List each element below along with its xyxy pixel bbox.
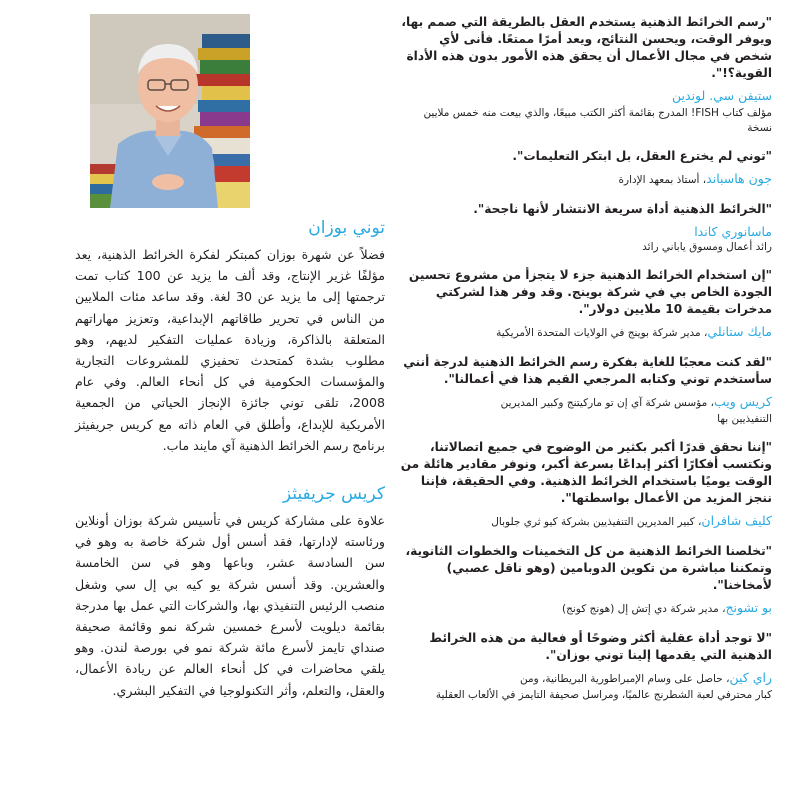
chris-griffiths-text: علاوة على مشاركة كريس في تأسيس شركة بوزان أونلاين ورئاسته لإدارتها، فقد أسس أول شركة خاصة به وهو في سن السادسة عشر، وباعها وهو في سن الخامسة والعشرين. وقد أسس شركة يو كيه بي إل سي وشغل منصب الرئيس التنفيذي بها، والشركات التي عمل بها مدرجة بقائمة ديلويت لأسرع خمسين شركة نمو وقائمة صحيفة صنداي تايمز لأسرع مائة شركة نمو في بورصة لندن. وهو يلقي محاضرات في كل أنحاء العالم عن ريادة الأعمال، والعقل، والتعلم، وأثر التكنولوجيا في التفكير البشري. bbox=[75, 513, 385, 698]
testimonial-author bbox=[400, 393, 772, 412]
testimonial-quote: "إننا نحقق قدرًا أكبر بكثير من الوضوح في جميع اتصالاتنا، ونكتسب أفكارًا أكثر إبداعًا بسرعة أكبر، ونوفر مقادير هائلة من الوقت يوميًا باستخدام الخرائط الذهنية. وفي الحقيقة، فإننا ننجز المزيد من الأعمال بواسطتها". bbox=[400, 440, 772, 505]
author-portrait-image bbox=[90, 14, 250, 208]
author-description: ، مؤسس شركة آي إن تو ماركيتنج وكبير المديرين bbox=[500, 397, 714, 409]
author-description-continued: رائد أعمال ومسوق ياباني رائد bbox=[642, 241, 772, 253]
author-description-continued: التنفيذيين بها bbox=[717, 413, 772, 425]
testimonial-author bbox=[400, 170, 772, 189]
testimonial-quote: "توني لم يخترع العقل، بل ابتكر التعليمات". bbox=[512, 149, 772, 163]
author-name: مايك ستانلي bbox=[707, 324, 772, 339]
author-name: بو تشونج bbox=[725, 600, 772, 615]
testimonial-author bbox=[400, 512, 772, 531]
author-name: راي كين bbox=[729, 670, 772, 685]
testimonial bbox=[400, 354, 772, 427]
author-name: جون هاسباند bbox=[706, 171, 772, 186]
testimonial bbox=[400, 439, 772, 531]
author-description: ، أستاذ بمعهد الإدارة bbox=[618, 174, 707, 186]
testimonial-quote: "رسم الخرائط الذهنية يستخدم العقل بالطريقة التي صمم بها، ويوفر الوقت، ويحسن النتائج، ويعد أمرًا ممتعًا. فأنى لأي شخص في مجال الأعمال أن يحقق هذه الأمور بدون هذه الأداة القوية؟!". bbox=[401, 15, 772, 80]
testimonial bbox=[400, 267, 772, 342]
author-description: ، مدير شركة بوينج في الولايات المتحدة الأمريكية bbox=[496, 327, 708, 339]
testimonial-quote: "إن استخدام الخرائط الذهنية جزء لا يتجزأ من مشروع تحسين الجودة الخاص بي في شركة بوينج. وقد وفر هذا لشركتي مدخرات بقيمة 10 ملايين دولار". bbox=[408, 268, 772, 316]
testimonials-column bbox=[400, 14, 772, 715]
testimonial-author bbox=[400, 599, 772, 618]
testimonial bbox=[400, 543, 772, 618]
author-name: كليف شافران bbox=[701, 513, 772, 528]
testimonial-quote: "لا توجد أداة عقلية أكثر وضوحًا أو فعالية من هذه الخرائط الذهنية التي يقدمها إلينا توني بوزان". bbox=[429, 631, 772, 662]
author-photo bbox=[90, 14, 250, 208]
testimonial-author bbox=[400, 223, 772, 240]
chris-griffiths-heading: كريس جريفيثز bbox=[282, 484, 385, 504]
testimonial-quote: "تخلصنا الخرائط الذهنية من كل التخمينات والخطوات الثانوية، وتمكننا مباشرة من تكوين الدوبامين (وهو ناقل عصبي) لأمخاخنا". bbox=[405, 544, 772, 592]
testimonial-author bbox=[400, 87, 772, 106]
author-description-continued: كبار محترفي لعبة الشطرنج عالميًا، ومراسل صحيفة التايمز في الألعاب العقلية bbox=[435, 689, 772, 701]
testimonial bbox=[400, 14, 772, 136]
testimonial-quote: "لقد كنت معجبًا للغاية بفكرة رسم الخرائط الذهنية لدرجة أنني سأستخدم توني وكتابه المرجعي القيم هذا في أعمالنا". bbox=[403, 355, 772, 386]
author-description-continued: مؤلف كتاب FISH! المدرج بقائمة أكثر الكتب مبيعًا، والذي بيعت منه خمس ملايين نسخة bbox=[423, 107, 772, 134]
author-name: ماسانوري كاندا bbox=[694, 224, 772, 239]
testimonial bbox=[400, 148, 772, 189]
tony-buzan-heading: توني بوزان bbox=[308, 218, 385, 238]
chris-griffiths-bio bbox=[75, 484, 385, 701]
testimonial-author bbox=[400, 669, 772, 688]
testimonial-quote: "الخرائط الذهنية أداة سريعة الانتشار لأنها ناجحة". bbox=[473, 202, 772, 216]
author-description: ، حاصل على وسام الإمبراطورية البريطانية، ومن bbox=[520, 673, 730, 685]
author-description: ، مدير شركة دي إتش إل (هونج كونج) bbox=[561, 603, 726, 615]
testimonial bbox=[400, 630, 772, 703]
author-description: ، كبير المديرين التنفيذيين بشركة كيو ثري جلوبال bbox=[491, 516, 702, 528]
author-name: كريس ويب bbox=[713, 394, 772, 409]
tony-buzan-bio bbox=[75, 218, 385, 456]
tony-buzan-text: فضلاً عن شهرة بوزان كمبتكر لفكرة الخرائط الذهنية، يعد مؤلفًا غزير الإنتاج، وقد ألف ما يزيد عن 100 كتاب تمت ترجمتها إلى ما يزيد عن 30 لغة. وقد ساعد مئات الملايين من الناس في تحرير طاقاتهم الإبداعية، وتعزيز مهاراتهم المتعلقة بالذاكرة، وزيادة عمليات التفكير لديهم، وهو مطلوب بشدة كمتحدث تحفيزي للمشروعات التجارية والمؤسسات الحكومية في كل أنحاء العالم. وفي عام 2008، تلقى توني جائزة الإنجاز الحياتي من الجمعية الأمريكية للإبداع، وأطلق في العام ذاته مع كريس جريفيثز برنامج رسم الخرائط الذهنية آي مايند ماب. bbox=[75, 247, 385, 453]
testimonial-author bbox=[400, 323, 772, 342]
testimonial bbox=[400, 201, 772, 255]
author-name: ستيفن سي. لوندين bbox=[672, 88, 772, 103]
